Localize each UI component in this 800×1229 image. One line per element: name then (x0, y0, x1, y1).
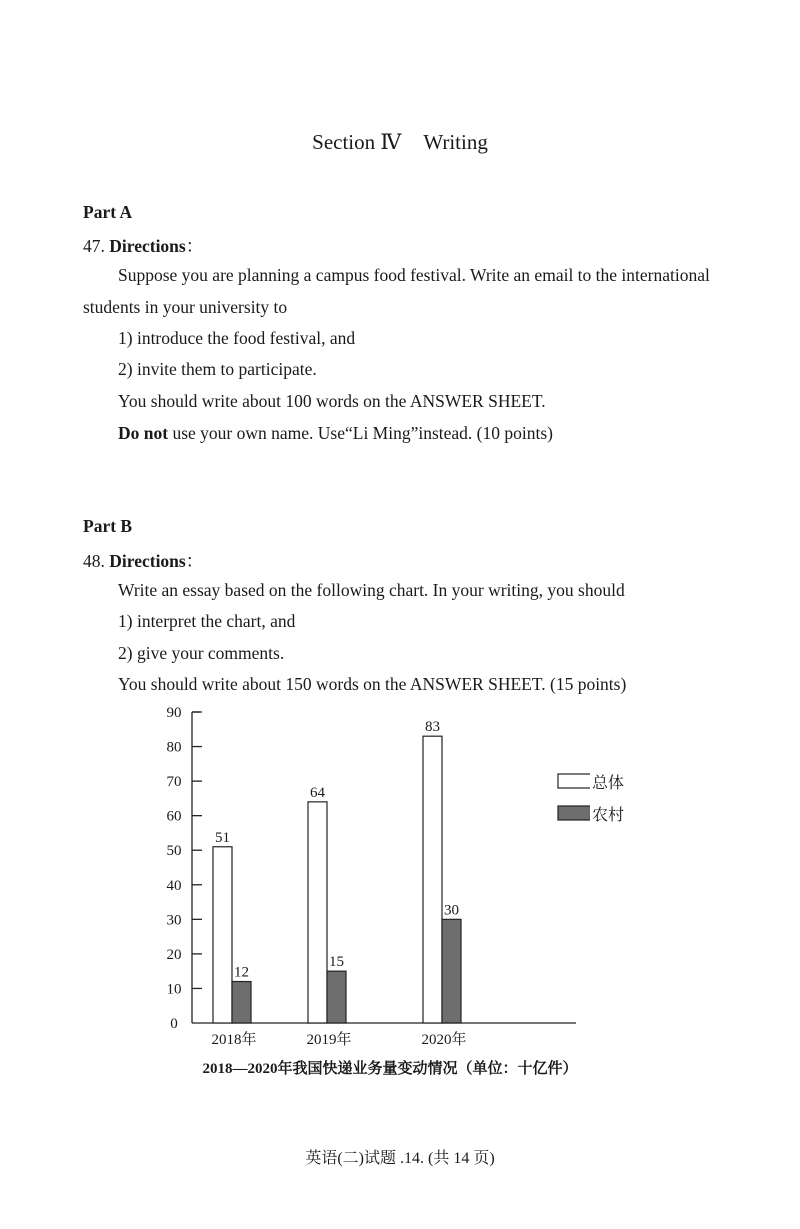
part-a-instruction: You should write about 100 words on the ANSWER SHEET. (118, 391, 546, 411)
part-a-item-2: 2) invite them to participate. (118, 359, 317, 379)
y-tick-label: 40 (166, 877, 182, 894)
legend-label-total: 总体 (592, 775, 625, 792)
bar-rural (442, 919, 461, 1023)
y-tick-label: 70 (166, 774, 182, 791)
part-b-directions (83, 548, 203, 573)
part-b-item-2: 2) give your comments. (118, 643, 285, 663)
legend-swatch-rural (558, 806, 590, 820)
directions-label: Directions (109, 551, 186, 571)
y-tick-label: 0 (170, 1016, 178, 1032)
legend-label-rural: 农村 (592, 807, 625, 824)
part-a-directions (83, 233, 203, 258)
legend-swatch-total (558, 774, 590, 788)
data-label: 64 (310, 784, 325, 801)
y-tick-label: 10 (166, 981, 182, 998)
bar-total (308, 802, 327, 1023)
part-a-note (118, 423, 553, 444)
section-title (0, 130, 800, 155)
part-b-paragraph-line-1: Write an essay based on the following chart. In your writing, you should (118, 580, 625, 600)
section-label: Section (312, 130, 376, 154)
x-tick-label: 2020年 (421, 1032, 467, 1048)
section-subtitle: Writing (423, 130, 488, 154)
x-tick-label: 2018年 (211, 1032, 257, 1048)
data-label: 51 (215, 829, 230, 846)
directions-colon: ： (185, 236, 204, 256)
directions-colon: ： (185, 551, 204, 571)
y-tick-label: 90 (166, 705, 182, 721)
chart-caption: 2018—2020年我国快递业务量变动情况（单位：十亿件） (202, 1061, 578, 1077)
part-a-item-1: 1) introduce the food festival, and (118, 328, 356, 348)
data-label: 83 (425, 719, 440, 736)
directions-label: Directions (109, 236, 186, 256)
part-b-item-1: 1) interpret the chart, and (118, 611, 296, 631)
part-a-paragraph-line-2: students in your university to (83, 297, 288, 317)
x-tick-label: 2019年 (306, 1032, 352, 1048)
y-tick-label: 50 (166, 843, 182, 860)
part-a-heading: Part A (83, 202, 133, 222)
y-tick-label: 30 (166, 912, 182, 929)
bar-total (213, 847, 232, 1023)
section-numeral: Ⅳ (380, 130, 402, 154)
note-text: use your own name. Use“Li Ming”instead. (10 points) (168, 423, 554, 443)
note-emphasis: Do not (118, 423, 169, 443)
data-label: 30 (444, 902, 459, 919)
bar-rural (327, 971, 346, 1023)
part-b-heading: Part B (83, 516, 133, 536)
data-label: 15 (329, 954, 344, 971)
y-tick-label: 60 (166, 808, 182, 825)
question-number: 48. (83, 551, 105, 571)
y-tick-label: 20 (166, 946, 182, 963)
page-footer: 英语(二)试题 .14. (共 14 页) (305, 1150, 495, 1167)
question-number: 47. (83, 236, 105, 256)
y-tick-label: 80 (166, 739, 182, 756)
part-a-paragraph-line-1: Suppose you are planning a campus food festival. Write an email to the international (118, 265, 710, 285)
bar-rural (232, 982, 251, 1023)
data-label: 12 (234, 964, 249, 981)
express-delivery-bar-chart (150, 700, 590, 1050)
part-b-instruction: You should write about 150 words on the ANSWER SHEET. (15 points) (118, 674, 627, 694)
bar-total (423, 736, 442, 1023)
